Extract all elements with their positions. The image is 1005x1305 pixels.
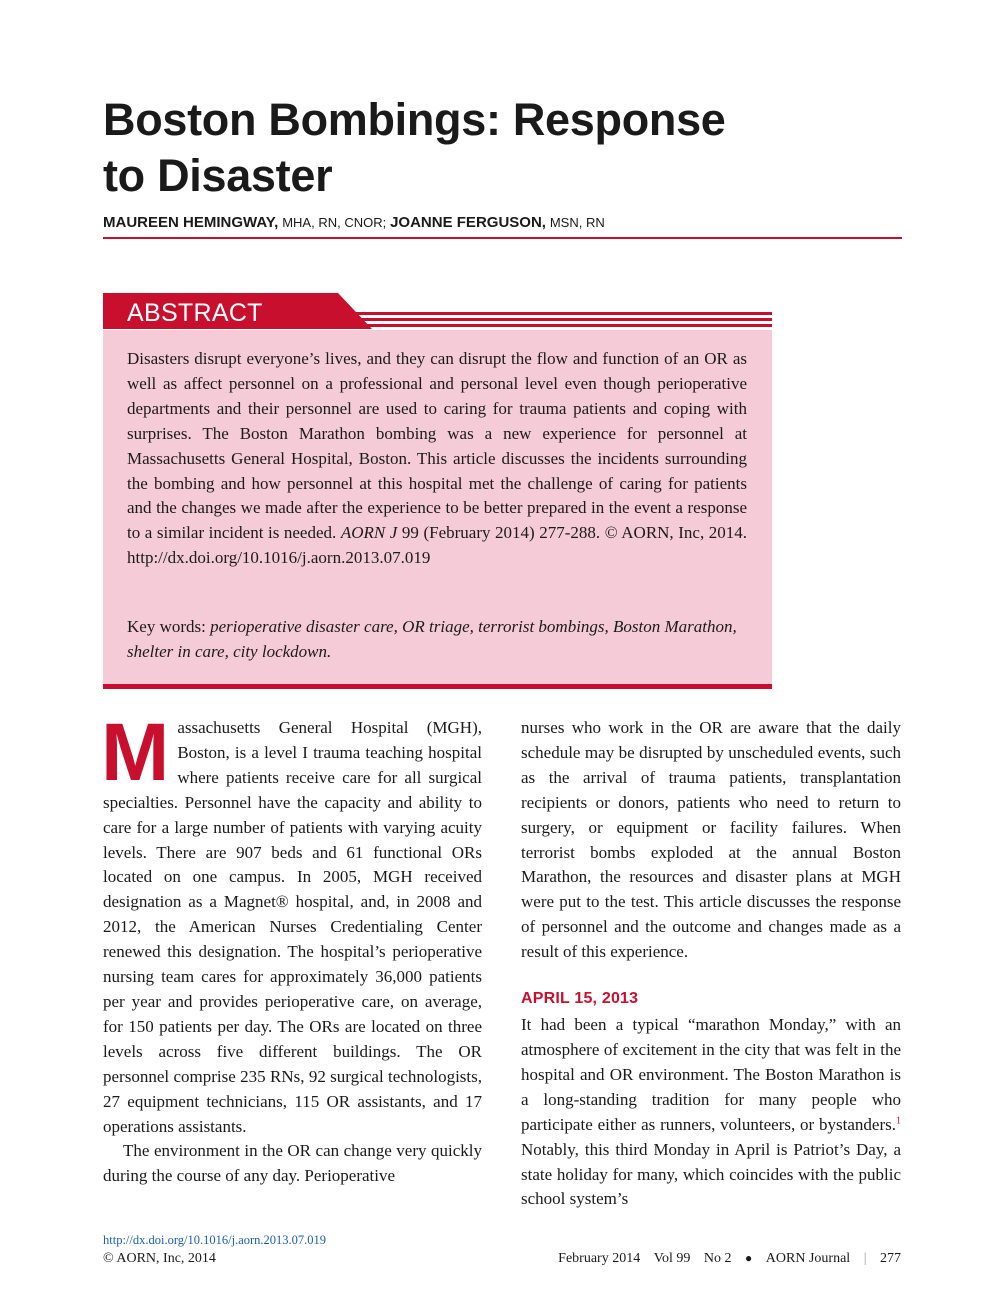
drop-cap: M	[101, 707, 170, 798]
author-2-name: JOANNE FERGUSON,	[390, 214, 546, 231]
footer-page-number: 277	[880, 1251, 901, 1266]
body-column-right	[521, 716, 901, 1212]
abstract-doi[interactable]: http://dx.doi.org/10.1016/j.aorn.2013.07.019	[127, 548, 431, 568]
article-title	[103, 92, 863, 204]
footer-separator: |	[863, 1251, 867, 1266]
body-paragraph-2: The environment in the OR can change very quickly during the course of any day. Perioperative	[103, 1141, 482, 1186]
title-line-1: Boston Bombings: Response	[103, 94, 726, 145]
footer-issue: No 2	[703, 1251, 732, 1266]
intro-text: assachusetts General Hospital (MGH), Boston, is a level I trauma teaching hospital where patients receive care for all surgical specialties. Personnel have the capacity and ability to care for a large number of patients with varying acuity levels. There are 907 beds and 61 functional ORs located on one campus. In 2005, MGH received designation as a Magnet® hospital, and, in 2008 and 2012, the American Nurses Credentialing Center renewed this designation. The hospital’s perioperative nursing team cares for approximately 36,000 patients per year and provides perioperative care, on average, for 150 patients per day. The ORs are located on three levels across five different buildings. The OR personnel comprise 235 RNs, 92 surgical technologists, 27 equipment technicians, 115 OR assistants, and 17 operations assistants.	[103, 718, 482, 1136]
body-paragraph-4	[521, 1013, 901, 1212]
author-1-credentials: MHA, RN, CNOR;	[282, 215, 387, 230]
para4-text-b: Notably, this third Monday in April is Patriot’s Day, a state holiday for many, which coincides with the public school system’s	[521, 1139, 901, 1209]
reference-1-link[interactable]: 1	[896, 1115, 901, 1127]
keywords-label: Key words:	[127, 617, 206, 636]
para4-text-a: It had been a typical “marathon Monday,” with an atmosphere of excitement in the city that was felt in the hospital and OR environment. The Boston Marathon is a long-standing tradition for many people who participate either as runners, volunteers, or bystanders.	[521, 1015, 901, 1134]
citation-journal: AORN J	[340, 523, 398, 543]
footer-journal-info	[548, 1251, 901, 1267]
body-column-left	[101, 707, 482, 1189]
title-line-2: to Disaster	[103, 150, 333, 201]
abstract-bottom-rule	[103, 684, 772, 689]
abstract-body: Disasters disrupt everyone’s lives, and they can disrupt the flow and function of an OR as well as affect personnel on a professional and personal level even though perioperative departments and their personnel are used to caring for trauma patients and coping with surprises. The Boston Marathon bombing was a new experience for personnel at Massachusetts General Hospital, Boston. This article discusses the incidents surrounding the bombing and how personnel at this hospital met the challenge of caring for patients and the changes we made after the experience to be better prepared in the event a response to a similar incident is needed.	[127, 349, 747, 543]
footer-journal: AORN Journal	[765, 1251, 851, 1266]
intro-paragraph	[101, 707, 482, 1139]
section-heading: APRIL 15, 2013	[521, 990, 639, 1008]
author-1-name: MAUREEN HEMINGWAY,	[103, 214, 279, 231]
footer-date: February 2014	[558, 1251, 641, 1266]
footer-doi-link[interactable]: http://dx.doi.org/10.1016/j.aorn.2013.07.019	[103, 1233, 327, 1247]
keywords-list: perioperative disaster care, OR triage, terrorist bombings, Boston Marathon, shelter in care, city lockdown.	[127, 617, 737, 661]
abstract-label: ABSTRACT	[127, 299, 263, 327]
footer-bullet: ●	[745, 1251, 753, 1265]
citation-details: 99 (February 2014) 277-288. © AORN, Inc, 2014.	[401, 523, 748, 543]
author-2-credentials: MSN, RN	[549, 215, 605, 230]
footer-copyright: © AORN, Inc, 2014	[103, 1251, 216, 1266]
keywords	[127, 614, 747, 664]
title-divider	[103, 237, 902, 239]
body-paragraph-3: nurses who work in the OR are aware that the daily schedule may be disrupted by unscheduled events, such as the arrival of trauma patients, transplantation recipients or donors, patients who need to return to surgery, or equipment or facility failures. When terrorist bombs exploded at the annual Boston Marathon, the resources and disaster plans at MGH were put to the test. This article discusses the response of personnel and the outcome and changes made as a result of this experience.	[521, 718, 901, 962]
author-line	[103, 212, 903, 233]
footer-volume: Vol 99	[653, 1251, 691, 1266]
abstract-text	[127, 347, 747, 571]
